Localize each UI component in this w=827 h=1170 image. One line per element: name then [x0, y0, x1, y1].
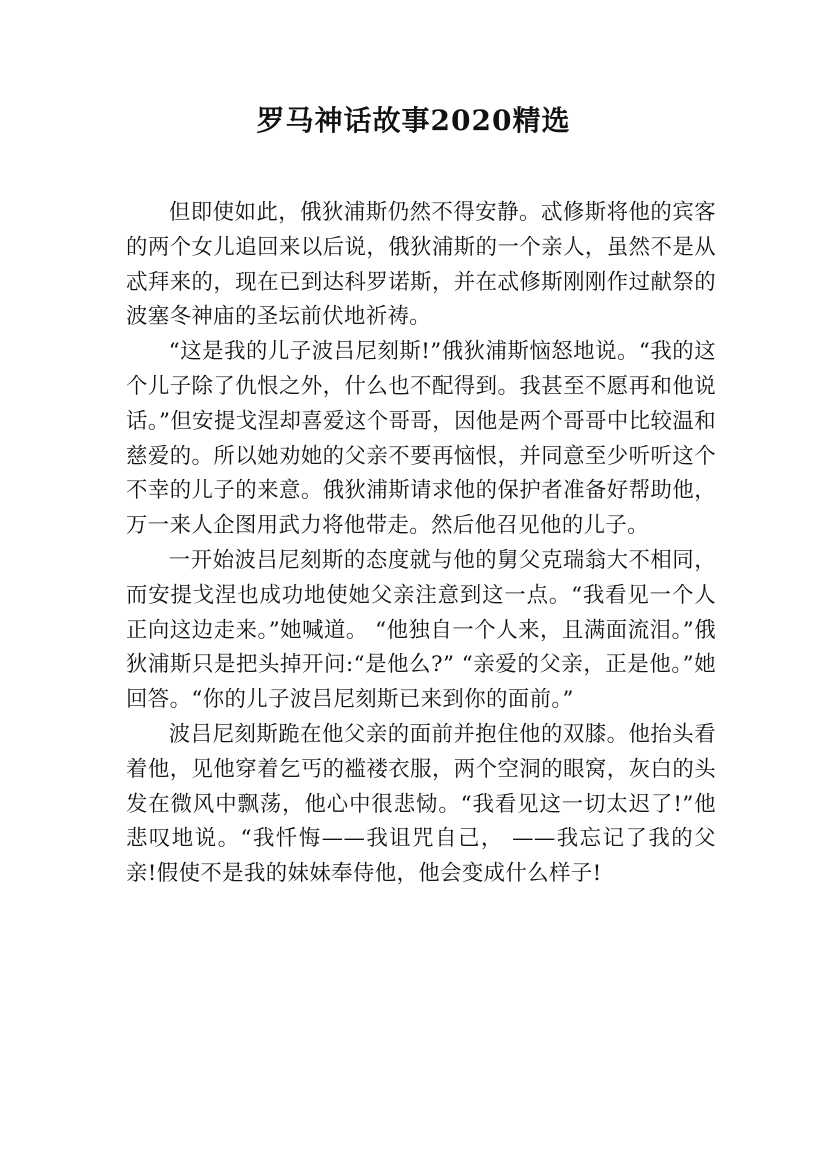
- paragraph-3: 一开始波吕尼刻斯的态度就与他的舅父克瑞翁大不相同，而安提戈涅也成功地使她父亲注意到这一点。“我看见一个人正向这边走来。”她喊道。 “他独自一个人来，且满面流泪。”俄狄浦斯只是把头掉开问:“是他么?” “亲爱的父亲，正是他。”她回答。“你的儿子波吕尼刻斯已来到你的面前。”: [126, 547, 716, 713]
- paragraph-1: 但即使如此，俄狄浦斯仍然不得安静。忒修斯将他的宾客的两个女儿追回来以后说，俄狄浦斯的一个亲人，虽然不是从忒拜来的，现在已到达科罗诺斯，并在忒修斯刚刚作过献祭的波塞冬神庙的圣坛前伏地祈祷。: [126, 200, 716, 330]
- paragraph-2: “这是我的儿子波吕尼刻斯!”俄狄浦斯恼怒地说。“我的这个儿子除了仇恨之外，什么也不配得到。我甚至不愿再和他说话。”但安提戈涅却喜爱这个哥哥，因他是两个哥哥中比较温和慈爱的。所以她劝她的父亲不要再恼恨，并同意至少听听这个不幸的儿子的来意。俄狄浦斯请求他的保护者准备好帮助他，万一来人企图用武力将他带走。然后他召见他的儿子。: [126, 339, 716, 539]
- paragraph-4: 波吕尼刻斯跪在他父亲的面前并抱住他的双膝。他抬头看着他，见他穿着乞丐的褴褛衣服，两个空洞的眼窝，灰白的头发在微风中飘荡，他心中很悲恸。“我看见这一切太迟了!”他悲叹地说。“我忏悔——我诅咒自己， ——我忘记了我的父亲!假使不是我的妹妹奉侍他，他会变成什么样子!: [126, 721, 716, 887]
- document-body: [126, 196, 716, 892]
- document-title: 罗马神话故事2020精选: [256, 104, 571, 137]
